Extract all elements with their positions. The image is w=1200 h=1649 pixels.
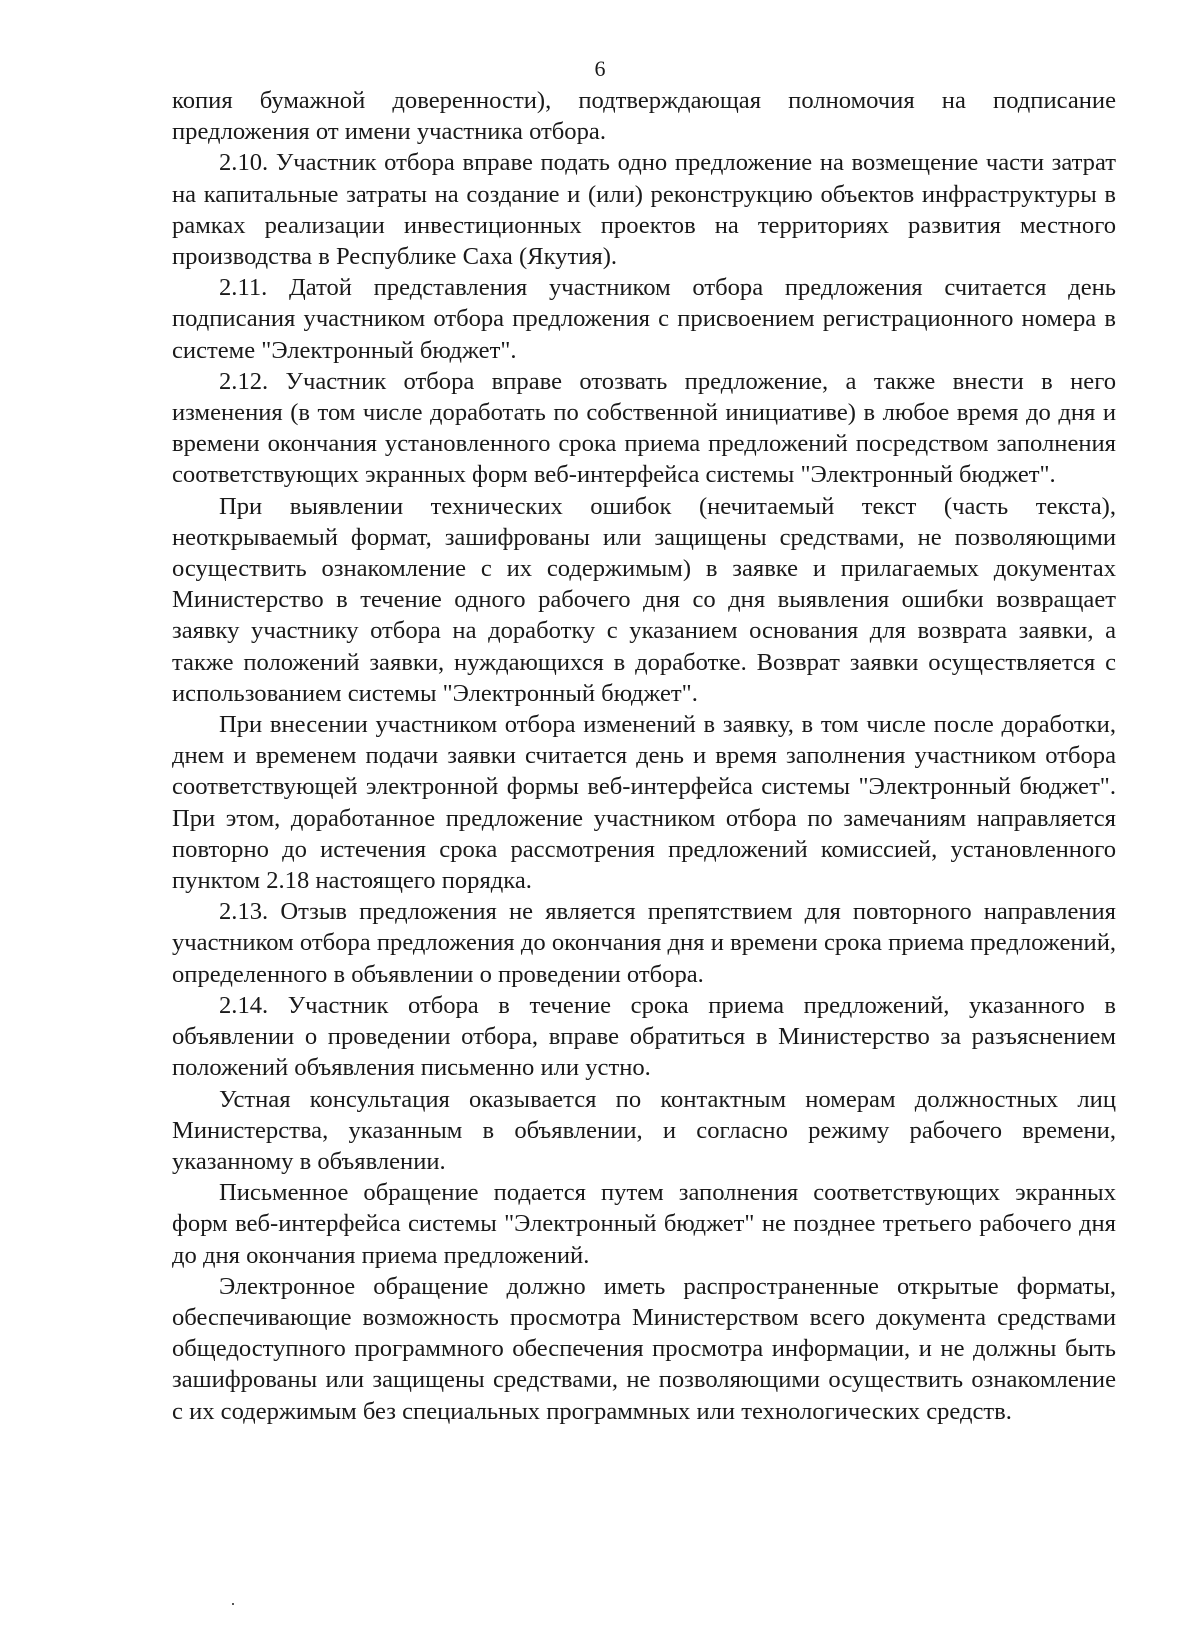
- paragraph-2-11: 2.11. Датой представления участником отбора предложения считается день подписания участником отбора предложения с присвоением регистрационного номера в системе "Электронный бюджет".: [172, 274, 1116, 364]
- paragraph-oral-consultation: Устная консультация оказывается по контактным номерам должностных лиц Министерства, указанным в объявлении, и согласно режиму рабочего времени, указанному в объявлении.: [172, 1085, 1116, 1175]
- paragraph-technical-errors: При выявлении технических ошибок (нечитаемый текст (часть текста), неоткрываемый формат, зашифрованы или защищены средствами, не позволяющими осуществить ознакомление с их содержимым) в заявке и прилагаемых документах Министерство в течение одного рабочего дня со дня выявления ошибки возвращает заявку участнику отбора на доработку с указанием основания для возврата заявки, а также положений заявки, нуждающихся в доработке. Возврат заявки осуществляется с использованием системы "Электронный бюджет".: [172, 492, 1116, 707]
- paragraph-written-request: Письменное обращение подается путем заполнения соответствующих экранных форм веб-интерфейса системы "Электронный бюджет" не позднее третьего рабочего дня до дня окончания приема предложений.: [172, 1179, 1116, 1269]
- scan-dot: [232, 1603, 234, 1605]
- paragraph-continuation: копия бумажной доверенности), подтверждающая полномочия на подписание предложения от имени участника отбора.: [172, 87, 1116, 146]
- page-number: 6: [594, 56, 606, 81]
- paragraph-electronic-request: Электронное обращение должно иметь распространенные открытые форматы, обеспечивающие возможность просмотра Министерством всего документа средствами общедоступного программного обеспечения просмотра информации, и не должны быть зашифрованы или защищены средствами, не позволяющими осуществить ознакомление с их содержимым без специальных программных или технологических средств.: [172, 1272, 1116, 1425]
- paragraph-2-14: 2.14. Участник отбора в течение срока приема предложений, указанного в объявлении о проведении отбора, вправе обратиться в Министерство за разъяснением положений объявления письменно или устно.: [172, 991, 1116, 1082]
- paragraph-2-13: 2.13. Отзыв предложения не является препятствием для повторного направления участником отбора предложения до окончания дня и времени срока приема предложений, определенного в объявлении о проведении отбора.: [172, 898, 1116, 988]
- paragraph-2-10: 2.10. Участник отбора вправе подать одно предложение на возмещение части затрат на капитальные затраты на создание и (или) реконструкцию объектов инфраструктуры в рамках реализации инвестиционных проектов на территориях развития местного производства в Республике Саха (Якутия).: [172, 149, 1116, 271]
- paragraph-changes: При внесении участником отбора изменений в заявку, в том числе после доработки, днем и временем подачи заявки считается день и время заполнения участником отбора соответствующей электронной формы веб-интерфейса системы "Электронный бюджет". При этом, доработанное предложение участником отбора по замечаниям направляется повторно до истечения срока рассмотрения предложений комиссией, установленного пунктом 2.18 настоящего порядка.: [172, 711, 1116, 895]
- paragraph-2-12: 2.12. Участник отбора вправе отозвать предложение, а также внести в него изменения (в том числе доработать по собственной инициативе) в любое время до дня и времени окончания установленного срока приема предложений посредством заполнения соответствующих экранных форм веб-интерфейса системы "Электронный бюджет".: [172, 367, 1116, 489]
- document-body: [172, 85, 1116, 1427]
